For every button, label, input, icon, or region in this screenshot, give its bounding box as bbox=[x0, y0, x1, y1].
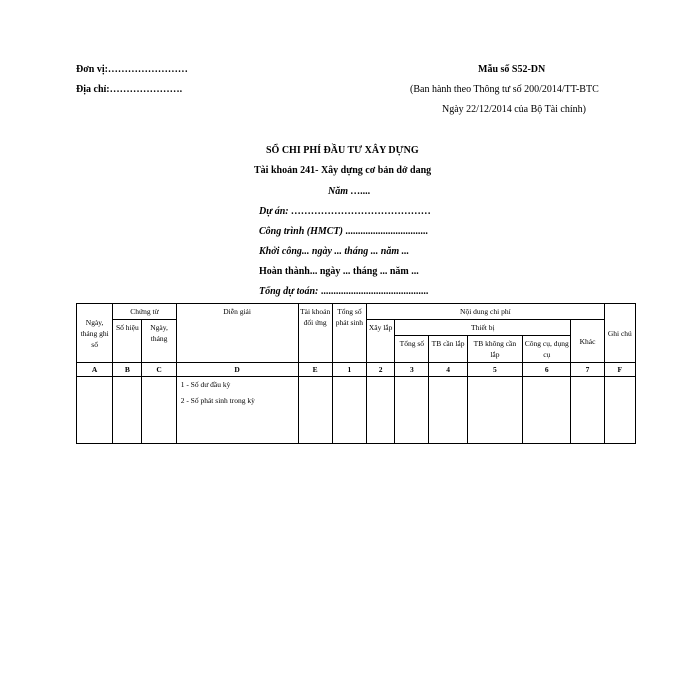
estimate-line bbox=[259, 286, 428, 297]
form-number: Mẫu số S52-DN bbox=[478, 64, 546, 75]
col-voucher-no: Số hiệu bbox=[113, 320, 142, 363]
column-index: F bbox=[604, 363, 635, 377]
start-line: Khởi công... ngày ... tháng ... năm ... bbox=[259, 246, 410, 257]
table-cell[interactable] bbox=[467, 377, 522, 444]
project-line: Dự án: …………………………………… bbox=[259, 206, 432, 217]
col-equipment: Thiết bị bbox=[395, 320, 571, 336]
work-line bbox=[259, 226, 428, 237]
unit-line: Đơn vị:…………………… bbox=[76, 64, 188, 75]
opening-balance-row: 1 - Số dư đầu kỳ bbox=[180, 380, 231, 389]
table-cell[interactable] bbox=[77, 377, 113, 444]
col-tools: Công cụ, dụng cụ bbox=[523, 336, 571, 363]
col-eq-no-install: TB không cần lắp bbox=[467, 336, 522, 363]
table-cell[interactable] bbox=[298, 377, 332, 444]
table-cell[interactable] bbox=[113, 377, 142, 444]
work-dots: ................................. bbox=[342, 226, 428, 237]
finish-line: Hoàn thành... ngày ... tháng ... năm ... bbox=[259, 266, 419, 277]
column-index: B bbox=[113, 363, 142, 377]
col-total: Tổng số phát sinh bbox=[332, 304, 366, 363]
col-voucher-date: Ngày, tháng bbox=[142, 320, 176, 363]
description-cell[interactable] bbox=[176, 377, 298, 444]
table-cell[interactable] bbox=[523, 377, 571, 444]
table-cell[interactable] bbox=[571, 377, 604, 444]
col-other: Khác bbox=[571, 320, 604, 363]
col-eq-total: Tổng số bbox=[395, 336, 429, 363]
col-eq-install: TB cần lắp bbox=[429, 336, 467, 363]
column-index: 3 bbox=[395, 363, 429, 377]
estimate-label: Tổng dự toán: bbox=[259, 286, 319, 297]
column-index: A bbox=[77, 363, 113, 377]
column-index: 7 bbox=[571, 363, 604, 377]
ledger-table bbox=[76, 303, 636, 444]
table-cell[interactable] bbox=[604, 377, 635, 444]
page-title: SỔ CHI PHÍ ĐẦU TƯ XÂY DỰNG bbox=[266, 145, 419, 156]
table-body-row bbox=[77, 377, 636, 444]
work-label: Công trình (HMCT) bbox=[259, 226, 343, 237]
table-cell[interactable] bbox=[429, 377, 467, 444]
table-cell[interactable] bbox=[142, 377, 176, 444]
column-index: 4 bbox=[429, 363, 467, 377]
column-index: 2 bbox=[367, 363, 395, 377]
column-index: C bbox=[142, 363, 176, 377]
estimate-dots: ........................................... bbox=[318, 286, 429, 297]
column-index: 6 bbox=[523, 363, 571, 377]
col-note: Ghi chú bbox=[604, 304, 635, 363]
col-date-recorded: Ngày, tháng ghi sổ bbox=[77, 304, 113, 363]
issued-date: Ngày 22/12/2014 của Bộ Tài chính) bbox=[442, 104, 586, 115]
col-voucher: Chứng từ bbox=[113, 304, 176, 320]
col-description: Diễn giải bbox=[176, 304, 298, 363]
table-cell[interactable] bbox=[367, 377, 395, 444]
col-contra-account: Tài khoản đối ứng bbox=[298, 304, 332, 363]
column-index: E bbox=[298, 363, 332, 377]
address-line: Địa chỉ:…………………. bbox=[76, 84, 183, 95]
period-activity-row: 2 - Số phát sinh trong kỳ bbox=[180, 396, 255, 405]
column-index-row bbox=[77, 363, 636, 377]
column-index: 5 bbox=[467, 363, 522, 377]
column-index: D bbox=[176, 363, 298, 377]
col-construction: Xây lắp bbox=[367, 320, 395, 363]
column-index: 1 bbox=[332, 363, 366, 377]
col-cost-content: Nội dung chi phí bbox=[367, 304, 605, 320]
issued-by: (Ban hành theo Thông tư số 200/2014/TT-BTC bbox=[410, 84, 599, 95]
account-title: Tài khoản 241- Xây dựng cơ bản dở dang bbox=[254, 165, 432, 176]
table-cell[interactable] bbox=[332, 377, 366, 444]
table-cell[interactable] bbox=[395, 377, 429, 444]
year-line: Năm ….... bbox=[328, 186, 371, 197]
